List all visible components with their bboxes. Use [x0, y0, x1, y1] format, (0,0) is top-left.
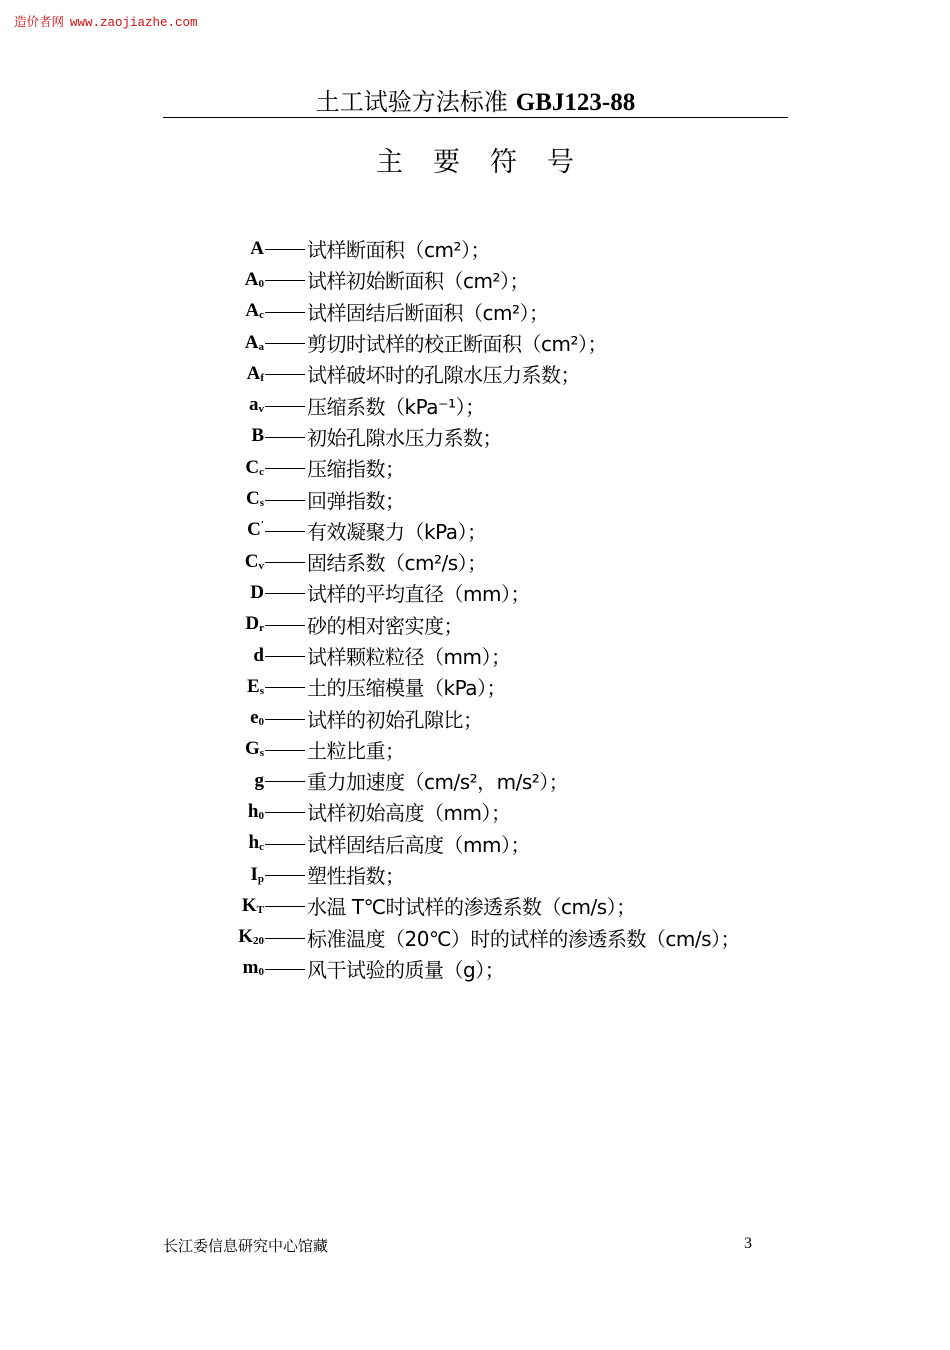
symbol	[222, 645, 264, 667]
symbol-row	[222, 546, 740, 577]
em-dash-separator	[265, 781, 305, 782]
symbol-description: 试样的平均直径（mm）；	[307, 582, 530, 607]
em-dash-separator	[265, 374, 305, 375]
symbol-row	[222, 577, 740, 608]
symbol-description: 土粒比重；	[307, 738, 405, 763]
symbol-subscript: a	[258, 340, 264, 353]
symbol	[222, 801, 264, 823]
symbol-main: d	[253, 644, 264, 666]
symbol	[222, 551, 264, 573]
symbol	[222, 300, 264, 322]
em-dash-separator	[265, 312, 305, 313]
em-dash-separator	[265, 938, 305, 939]
symbol-main: C	[247, 519, 261, 541]
em-dash-separator	[265, 906, 305, 907]
section-title: 主要符号	[376, 147, 604, 178]
symbol-row	[222, 233, 740, 264]
symbol-description: 试样固结后断面积（cm²）；	[307, 300, 549, 325]
symbol	[222, 707, 264, 729]
symbol-row	[222, 389, 740, 420]
symbol	[222, 895, 264, 917]
em-dash-separator	[265, 343, 305, 344]
symbol-row	[222, 796, 740, 827]
watermark-site: 造价者网	[14, 14, 65, 29]
symbol	[222, 832, 264, 854]
symbol-description: 试样固结后高度（mm）；	[307, 832, 530, 857]
symbol-row	[222, 702, 740, 733]
symbol-description: 压缩系数（kPa⁻¹）；	[307, 394, 485, 419]
symbol	[222, 363, 264, 385]
symbol-subscript: s	[259, 684, 264, 697]
symbol-row	[222, 859, 740, 890]
document-title: 土工试验方法标准	[315, 88, 508, 116]
symbol-subscript: v	[258, 559, 264, 572]
symbol-subscript: v	[258, 403, 264, 416]
symbol-row	[222, 609, 740, 640]
symbol-main: h	[247, 800, 259, 822]
symbol	[222, 582, 264, 604]
symbol-row	[222, 421, 740, 452]
symbol-description: 试样的初始孔隙比；	[307, 707, 483, 732]
symbol-subscript: s	[259, 747, 264, 760]
symbol-main: A	[245, 300, 260, 322]
symbol	[222, 394, 264, 416]
symbol	[222, 425, 264, 447]
symbol-main: E	[247, 675, 260, 697]
symbol-row	[222, 828, 740, 859]
symbol-subscript: c	[259, 309, 264, 322]
symbol	[222, 676, 264, 698]
symbol-row	[222, 483, 740, 514]
symbol-description: 试样初始高度（mm）；	[307, 801, 511, 826]
em-dash-separator	[265, 406, 305, 407]
symbol-subscript: 0	[258, 809, 264, 822]
symbol-superscript: ′	[260, 519, 264, 532]
symbol-subscript: 0	[258, 277, 264, 290]
em-dash-separator	[265, 500, 305, 501]
em-dash-separator	[265, 562, 305, 563]
symbol-row	[222, 264, 740, 295]
symbol-main: h	[248, 832, 260, 854]
symbol-description: 压缩指数；	[307, 457, 405, 482]
symbol	[222, 770, 264, 792]
em-dash-separator	[265, 656, 305, 657]
symbol	[222, 926, 264, 948]
symbol-description: 土的压缩模量（kPa）；	[307, 676, 506, 701]
symbol-main: C	[245, 488, 260, 510]
symbol-row	[222, 671, 740, 702]
symbol-row	[222, 890, 740, 921]
symbol-main: C	[244, 550, 259, 572]
symbol-main: A	[244, 331, 259, 353]
symbol-subscript: p	[257, 872, 264, 885]
em-dash-separator	[265, 531, 305, 532]
symbol-description: 试样初始断面积（cm²）；	[307, 269, 529, 294]
standard-code: GBJ123-88	[515, 89, 636, 116]
symbol	[222, 238, 264, 260]
symbol-description: 试样破坏时的孔隙水压力系数；	[307, 363, 580, 388]
document-header	[163, 82, 788, 115]
symbol-subscript: r	[259, 622, 264, 635]
symbol-subscript: 20	[253, 935, 264, 948]
em-dash-separator	[265, 844, 305, 845]
watermark	[14, 12, 198, 30]
em-dash-separator	[265, 625, 305, 626]
symbol-row	[222, 327, 740, 358]
symbol-row	[222, 734, 740, 765]
symbol	[222, 488, 264, 510]
symbol-main: B	[251, 425, 264, 447]
symbol-row	[222, 358, 740, 389]
symbol-subscript: f	[260, 371, 264, 384]
symbol-description: 重力加速度（cm/s²，m/s²）；	[307, 770, 569, 795]
symbol-main: a	[249, 394, 259, 416]
symbol-main: I	[250, 863, 258, 885]
symbol-description: 风干试验的质量（g）；	[307, 957, 505, 982]
footer-collection-note: 长江委信息研究中心馆藏	[163, 1237, 329, 1255]
symbol-description: 试样颗粒粒径（mm）；	[307, 645, 511, 669]
em-dash-separator	[265, 687, 305, 688]
symbol-row	[222, 953, 740, 984]
symbol	[222, 457, 264, 479]
symbol-main: K	[241, 894, 257, 916]
symbol-subscript: s	[259, 497, 264, 510]
symbol	[222, 738, 264, 760]
symbol	[222, 269, 264, 291]
symbol-subscript: c	[259, 841, 264, 854]
symbol	[222, 957, 264, 979]
symbol	[222, 864, 264, 886]
em-dash-separator	[265, 437, 305, 438]
symbol	[222, 613, 264, 635]
symbol-description: 固结系数（cm²/s）；	[307, 551, 487, 576]
symbol-description: 有效凝聚力（kPa）；	[307, 519, 487, 544]
em-dash-separator	[265, 249, 305, 250]
symbol-description: 试样断面积（cm²）；	[307, 238, 490, 263]
symbol-main: C	[245, 456, 260, 478]
symbol-main: A	[250, 237, 264, 259]
symbol-description: 回弹指数；	[307, 488, 405, 513]
symbol-row	[222, 765, 740, 796]
symbol-main: G	[244, 738, 260, 760]
symbol-main: m	[242, 957, 259, 979]
symbol	[222, 519, 264, 541]
symbol-main: D	[245, 613, 260, 635]
symbol-main: D	[250, 581, 264, 603]
symbol-description: 标准温度（20℃）时的试样的渗透系数（cm/s）；	[307, 926, 741, 951]
symbol-subscript: 0	[258, 966, 264, 979]
em-dash-separator	[265, 719, 305, 720]
symbol-description: 初始孔隙水压力系数；	[307, 425, 502, 450]
symbol	[222, 332, 264, 354]
symbol-description: 砂的相对密实度；	[307, 613, 463, 638]
symbol-subscript: c	[259, 465, 264, 478]
em-dash-separator	[265, 593, 305, 594]
em-dash-separator	[265, 969, 305, 970]
header-rule	[163, 117, 788, 118]
symbol-main: g	[254, 769, 264, 791]
symbol-subscript: T	[256, 903, 264, 916]
symbol-description: 塑性指数；	[307, 864, 405, 889]
symbol-main: A	[244, 268, 259, 290]
symbol-list	[222, 233, 740, 984]
em-dash-separator	[265, 812, 305, 813]
symbol-main: e	[250, 707, 259, 729]
symbol-row	[222, 922, 740, 953]
em-dash-separator	[265, 750, 305, 751]
symbol-row	[222, 296, 740, 327]
symbol-subscript: 0	[258, 716, 264, 729]
symbol-row	[222, 515, 740, 546]
symbol-main: K	[238, 926, 253, 948]
em-dash-separator	[265, 875, 305, 876]
watermark-url[interactable]: www.zaojiazhe.com	[70, 16, 198, 30]
symbol-description: 剪切时试样的校正断面积（cm²）；	[307, 332, 607, 357]
symbol-row	[222, 640, 740, 671]
symbol-main: A	[246, 362, 261, 384]
symbol-description: 水温 T℃时试样的渗透系数（cm/s）；	[307, 895, 636, 920]
symbol-row	[222, 452, 740, 483]
page-number: 3	[744, 1235, 752, 1252]
em-dash-separator	[265, 468, 305, 469]
em-dash-separator	[265, 280, 305, 281]
